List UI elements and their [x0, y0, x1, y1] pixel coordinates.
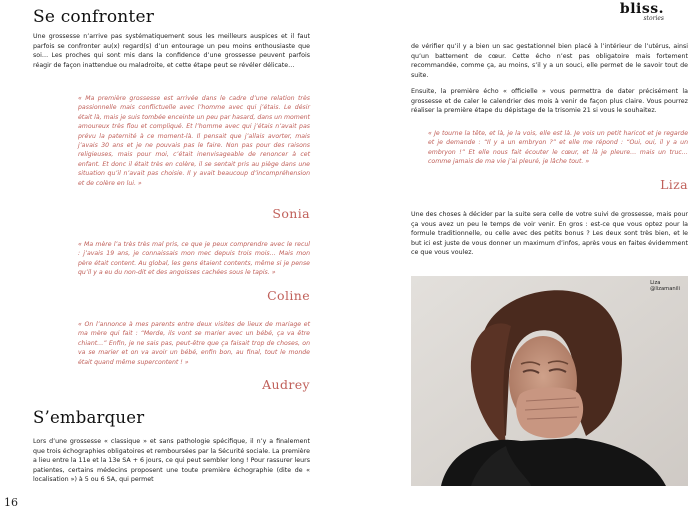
magazine-logo	[620, 2, 664, 22]
right-paragraph-2: Ensuite, la première écho « officielle » vous permettra de dater précisément la grossesse et de caler le calendrier des mois à venir de façon plus claire. Vous pourrez réaliser la première étape du dépistage de la trisomie 21 si vous le souhaitez.	[411, 88, 688, 115]
quote-liza: « Je tourne la tête, et là, je la vois, elle est là. Je vois un petit haricot et je regarde et je demande : “Il y a un embryon ?” et elle me répond : “Oui, oui, il y a un embryon !” Et elle nous fait écouter le cœur, et là je pleure… mais un truc… comme jamais de ma vie j’ai pleuré, je lâche tout. »	[428, 130, 688, 166]
photo-caption	[650, 280, 680, 293]
logo-sub-text: stories	[643, 15, 664, 22]
quote-coline: « Ma mère l’a très très mal pris, ce que je peux comprendre avec le recul : j’avais 19 ans, je connaissais mon mec depuis trois mois… Mais mon père était content. Au global, les gens étaient contents, même si je pense qu’il y a eu du non-dit et des angoisses cachées sous le tapis. »	[78, 241, 310, 277]
right-page	[350, 0, 700, 514]
signature-sonia: Sonia	[272, 206, 310, 221]
right-paragraph-3: Une des choses à décider par la suite sera celle de votre suivi de grossesse, mais pour ça vous avez un peu le temps de voir venir. En gros : est-ce que vous optez pour la formule traditionnelle, ou celle avec des petits bonus ? Les deux sont très bien, et le but ici est juste de vous donner un maximum d’infos, après vous en faites évidemment ce que vous voulez.	[411, 211, 688, 257]
photo-caption-name: Liza	[650, 280, 661, 286]
page-number: 16	[4, 496, 18, 509]
intro-paragraph: Une grossesse n’arrive pas systématiquement sous les meilleurs auspices et il faut parfois se confronter au(x) regard(s) d’un entourage un peu moins enthousiaste que soi… Les proches qui sont mis dans la confidence d’une grossesse peuvent parfois réagir de façon inattendue ou maladroite, et cette étape peut se révéler délicate…	[33, 33, 310, 69]
signature-liza: Liza	[660, 177, 688, 192]
logo-main-text: bliss.	[619, 1, 664, 17]
right-paragraph-1: de vérifier qu’il y a bien un sac gestationnel bien placé à l’intérieur de l’utérus, ainsi qu’un battement de cœur. Cette écho n’est pas obligatoire mais fortement recommandée, comme ça, au moins, s’il y a un souci, elle permet de le savoir tout de suite.	[411, 43, 688, 79]
section-title-sembarquer: S’embarquer	[33, 408, 145, 427]
photo-caption-handle: @lizamanili	[650, 286, 680, 293]
section-title-se-confronter: Se confronter	[33, 7, 155, 27]
quote-sonia: « Ma première grossesse est arrivée dans le cadre d’une relation très passionnelle mais conflictuelle avec l’homme avec qui j’étais. Le désir était là, mais je suis tombée enceinte un peu par hasard, dans un moment amoureux très flou et compliqué. Et l’homme avec qui j’étais n’avait pas prévu la paternité à ce moment-là. Il pensait que j’allais avorter, mais j’avais 30 ans et je ne pouvais pas le faire. Non pas pour des raisons religieuses, mais pour moi, c’était inenvisageable de renoncer à cet enfant. Et donc il était très en colère, il se sentait pris au piège dans une situation qu’il n’avait pas choisie. Il y avait beaucoup d’incompréhension et de colère en lui. »	[78, 95, 310, 187]
portrait-photo	[411, 276, 688, 486]
portrait-illustration	[411, 276, 688, 486]
embarquer-paragraph: Lors d’une grossesse « classique » et sans pathologie spécifique, il n’y a finalement que trois échographies obligatoires et remboursées par la Sécurité sociale. La première a lieu entre la 11e et la 13e SA + 6 jours, ce qui peut sembler long ! Pour rassurer leurs patientes, certains médecins proposent une toute première échographie (dite de « localisation ») à 5 ou 6 SA, qui permet	[33, 438, 310, 484]
signature-coline: Coline	[267, 288, 310, 303]
signature-audrey: Audrey	[262, 377, 310, 392]
quote-audrey: « On l’annonce à mes parents entre deux visites de lieux de mariage et ma mère qui fait : “Merde, ils vont se marier avec un bébé, ça va être chiant…” Enfin, je ne sais pas, peut-être que ça faisait trop de choses, on va se marier et on va avoir un bébé, enfin bon, au final, tout le monde était quand même supercontent ! »	[78, 321, 310, 366]
